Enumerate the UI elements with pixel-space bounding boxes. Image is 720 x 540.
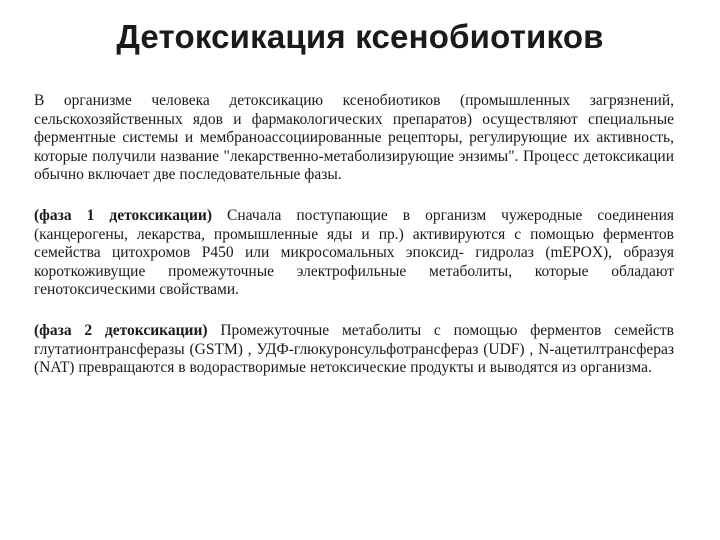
- intro-paragraph: В организме человека детоксикацию ксенобиотиков (промышленных загрязнений, сельскохозяйственных ядов и фармакологических препаратов) осуществляют специальные ферментные системы и мембраноассоциированные рецепторы, регулирующие их активность, которые получили название "лекарственно-метаболизирующие энзимы". Процесс детоксикации обычно включает две последовательные фазы.: [34, 92, 674, 184]
- phase1-text: Сначала поступающие в организм чужеродные соединения (канцерогены, лекарства, промышленные яды и пр.) активируются с помощью ферментов семейства цитохромов Р450 или микросомальных эпоксид- гидролаз (mEPOX), образуя короткоживущие промежуточные электрофильные метаболиты, которые обладают генотоксическими свойствами.: [34, 206, 674, 299]
- phase1-label: (фаза 1 детоксикации): [34, 206, 212, 224]
- phase2-text: Промежуточные метаболиты с помощью ферментов семейств глутатионтрансферазы (GSTM) , УДФ-глюкуронсульфотрансфераз (UDF) , N-ацетилтрансфераз (NAT) превращаются в водорастворимые нетоксические продукты и выводятся из организма.: [34, 321, 675, 377]
- phase2-paragraph: [34, 322, 674, 378]
- slide-title: Детоксикация ксенобиотиков: [116, 18, 604, 55]
- phase1-paragraph: [34, 207, 674, 300]
- slide-body: [34, 92, 674, 378]
- phase2-label: (фаза 2 детоксикации): [34, 321, 208, 339]
